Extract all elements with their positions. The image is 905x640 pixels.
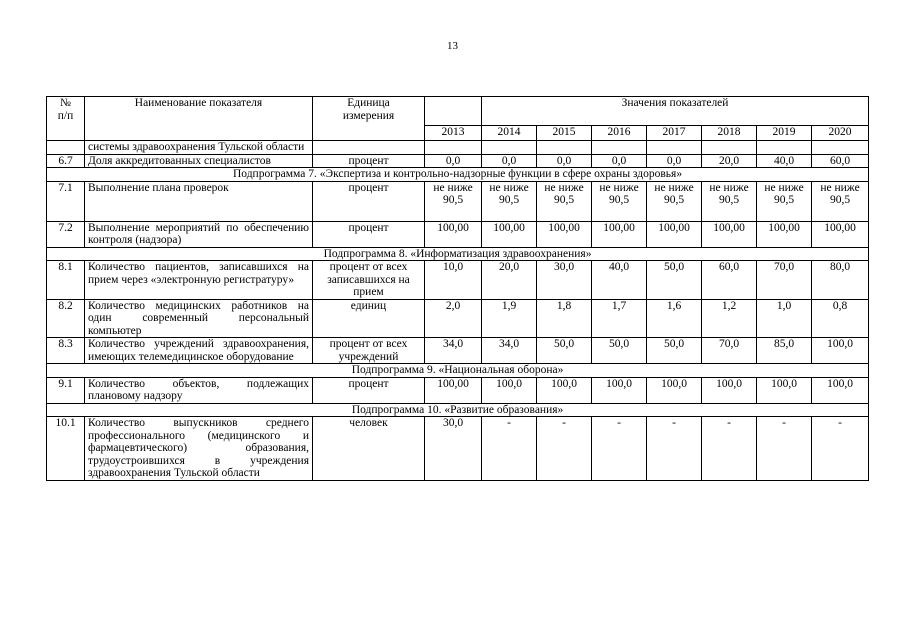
section-row [47, 247, 869, 261]
row-value: - [592, 417, 647, 481]
row-value: 100,00 [757, 221, 812, 247]
row-value: 100,00 [425, 221, 482, 247]
row-name: системы здравоохранения Тульской области [85, 141, 313, 155]
row-value: 0,0 [482, 154, 537, 168]
row-value: 30,0 [537, 261, 592, 300]
table-row [47, 181, 869, 221]
row-value: 0,0 [537, 154, 592, 168]
row-num: 7.1 [47, 181, 85, 221]
row-value: не ниже 90,5 [757, 181, 812, 221]
row-value: 10,0 [425, 261, 482, 300]
row-value [812, 141, 869, 155]
row-name: Количество выпускников среднего профессионального (медицинского и фармацевтического) образования, трудоустроившихся в учреждения здравоохранения Тульской области [85, 417, 313, 481]
section-title-9: Подпрограмма 9. «Национальная оборона» [47, 364, 869, 378]
row-value: 34,0 [482, 338, 537, 364]
row-value: 70,0 [702, 338, 757, 364]
row-unit [313, 141, 425, 155]
row-value: 50,0 [647, 338, 702, 364]
row-value: 0,0 [592, 154, 647, 168]
row-unit: процент [313, 154, 425, 168]
table-row [47, 417, 869, 481]
row-value: 100,00 [592, 221, 647, 247]
row-value: 30,0 [425, 417, 482, 481]
row-value: 50,0 [592, 338, 647, 364]
row-name: Выполнение плана проверок [85, 181, 313, 221]
row-value [425, 141, 482, 155]
row-value: не ниже 90,5 [702, 181, 757, 221]
row-unit: процент [313, 221, 425, 247]
row-name: Доля аккредитованных специалистов [85, 154, 313, 168]
row-value: 40,0 [757, 154, 812, 168]
table-row [47, 154, 869, 168]
header-unit: Единица измерения [313, 97, 425, 141]
table-row [47, 261, 869, 300]
row-value: 50,0 [537, 338, 592, 364]
year-2019: 2019 [757, 126, 812, 141]
row-num [47, 141, 85, 155]
row-value: 100,00 [425, 377, 482, 403]
row-name: Количество медицинских работников на один современный персональный компьютер [85, 299, 313, 338]
table-row [47, 338, 869, 364]
section-title-8: Подпрограмма 8. «Информатизация здравоохранения» [47, 247, 869, 261]
row-name: Количество объектов, подлежащих плановому надзору [85, 377, 313, 403]
row-unit: единиц [313, 299, 425, 338]
row-value [757, 141, 812, 155]
row-value: 1,0 [757, 299, 812, 338]
row-unit: процент [313, 181, 425, 221]
row-value: 60,0 [702, 261, 757, 300]
row-value: не ниже 90,5 [425, 181, 482, 221]
year-2014: 2014 [482, 126, 537, 141]
row-value: не ниже 90,5 [647, 181, 702, 221]
row-name: Количество учреждений здравоохранения, имеющих телемедицинское оборудование [85, 338, 313, 364]
row-num: 8.3 [47, 338, 85, 364]
row-value: 100,0 [647, 377, 702, 403]
row-num: 7.2 [47, 221, 85, 247]
section-title-10: Подпрограмма 10. «Развитие образования» [47, 403, 869, 417]
row-num: 8.1 [47, 261, 85, 300]
header-values-blank [425, 97, 482, 126]
page-number: 13 [447, 40, 458, 52]
row-value: 70,0 [757, 261, 812, 300]
header-num: № п/п [47, 97, 85, 141]
row-value: 80,0 [812, 261, 869, 300]
row-value: 0,0 [425, 154, 482, 168]
row-value: - [812, 417, 869, 481]
row-value [647, 141, 702, 155]
row-value: 100,00 [702, 221, 757, 247]
row-value: 1,2 [702, 299, 757, 338]
year-2018: 2018 [702, 126, 757, 141]
row-value: 100,0 [812, 377, 869, 403]
section-row [47, 168, 869, 182]
row-value: 60,0 [812, 154, 869, 168]
section-title-7: Подпрограмма 7. «Экспертиза и контрольно-надзорные функции в сфере охраны здоровья» [47, 168, 869, 182]
year-2016: 2016 [592, 126, 647, 141]
row-unit: человек [313, 417, 425, 481]
table-row [47, 141, 869, 155]
row-value: 1,7 [592, 299, 647, 338]
row-value: 100,0 [537, 377, 592, 403]
row-value: 100,00 [647, 221, 702, 247]
row-value: 50,0 [647, 261, 702, 300]
row-value: не ниже 90,5 [537, 181, 592, 221]
row-value: 1,6 [647, 299, 702, 338]
row-value: не ниже 90,5 [812, 181, 869, 221]
row-value [482, 141, 537, 155]
section-row [47, 403, 869, 417]
row-value: - [702, 417, 757, 481]
header-values: Значения показателей [482, 97, 869, 126]
row-value: 40,0 [592, 261, 647, 300]
row-value [702, 141, 757, 155]
header-name: Наименование показателя [85, 97, 313, 141]
row-value: 85,0 [757, 338, 812, 364]
row-num: 8.2 [47, 299, 85, 338]
row-num: 6.7 [47, 154, 85, 168]
year-2013: 2013 [425, 126, 482, 141]
row-value: 1,8 [537, 299, 592, 338]
row-name: Выполнение мероприятий по обеспечению контроля (надзора) [85, 221, 313, 247]
row-name: Количество пациентов, записавшихся на прием через «электронную регистратуру» [85, 261, 313, 300]
row-value: 100,0 [702, 377, 757, 403]
year-2015: 2015 [537, 126, 592, 141]
row-unit: процент от всех учреждений [313, 338, 425, 364]
row-value: 100,00 [482, 221, 537, 247]
row-value [537, 141, 592, 155]
row-value: 100,0 [812, 338, 869, 364]
row-unit: процент от всех записавшихся на прием [313, 261, 425, 300]
indicators-table [46, 96, 869, 481]
row-value: не ниже 90,5 [592, 181, 647, 221]
row-value: 20,0 [482, 261, 537, 300]
year-2017: 2017 [647, 126, 702, 141]
row-value: - [482, 417, 537, 481]
row-value: 0,0 [647, 154, 702, 168]
section-row [47, 364, 869, 378]
row-value: 34,0 [425, 338, 482, 364]
table-row [47, 299, 869, 338]
row-value: не ниже 90,5 [482, 181, 537, 221]
row-value: 100,0 [592, 377, 647, 403]
row-value: - [757, 417, 812, 481]
row-value: 100,0 [482, 377, 537, 403]
row-value [592, 141, 647, 155]
row-value: 1,9 [482, 299, 537, 338]
table-row [47, 377, 869, 403]
row-value: 2,0 [425, 299, 482, 338]
row-value: 100,00 [537, 221, 592, 247]
row-num: 9.1 [47, 377, 85, 403]
row-value: - [647, 417, 702, 481]
year-2020: 2020 [812, 126, 869, 141]
row-value: - [537, 417, 592, 481]
row-value: 20,0 [702, 154, 757, 168]
row-unit: процент [313, 377, 425, 403]
row-value: 100,0 [757, 377, 812, 403]
table-row [47, 221, 869, 247]
row-num: 10.1 [47, 417, 85, 481]
row-value: 0,8 [812, 299, 869, 338]
row-value: 100,00 [812, 221, 869, 247]
